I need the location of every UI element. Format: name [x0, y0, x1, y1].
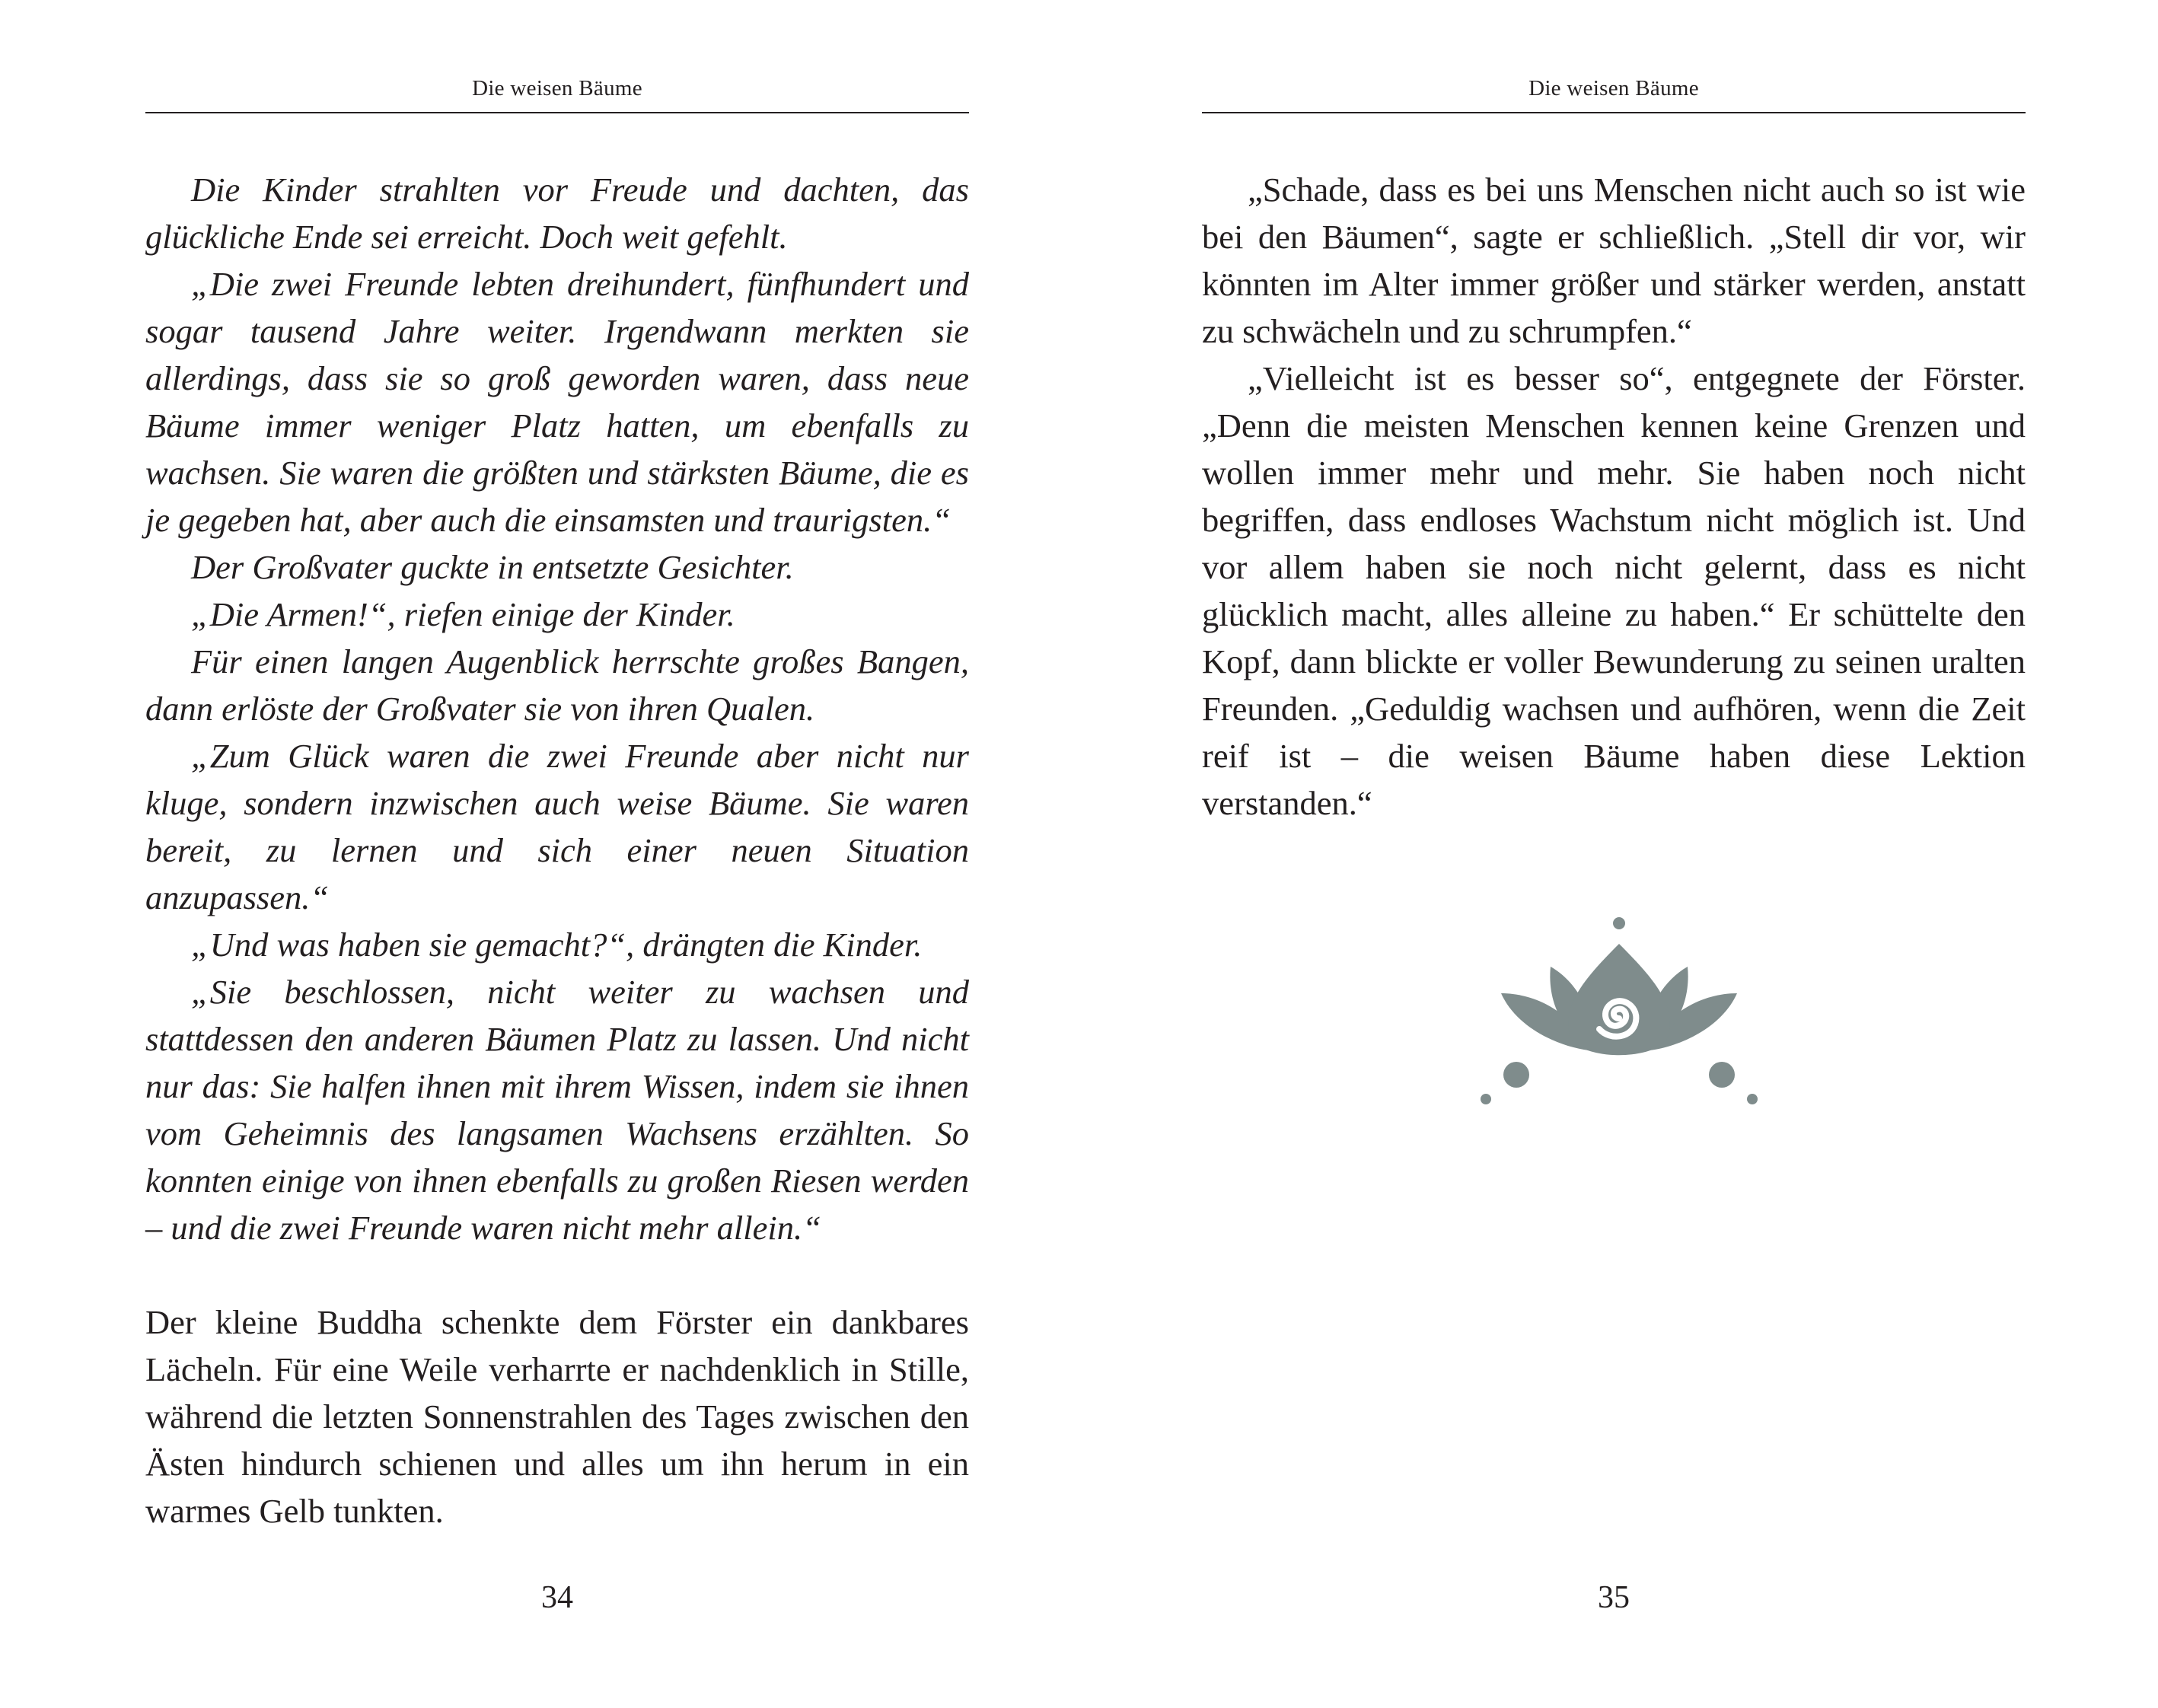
- closing-paragraph: Der kleine Buddha schenkte dem Förster ein dankbares Lächeln. Für eine Weile verharrte er nachdenklich in Stille, während die letzten Sonnenstrahlen des Tages zwischen den Ästen hindurch schienen und alles um ihn herum in ein warmes Gelb tunkten.: [145, 1303, 969, 1530]
- paragraph: Für einen langen Augenblick herrschte großes Bangen, dann erlöste der Großvater sie von ihren Qualen.: [145, 642, 969, 728]
- header-rule: [145, 112, 969, 113]
- paragraph: „Schade, dass es bei uns Menschen nicht auch so ist wie bei den Bäumen“, sagte er schließlich. „Stell dir vor, wir könnten im Alter immer größer und stärker werden, anstatt zu schwächeln und zu schrumpfen.“: [1202, 170, 2026, 350]
- ornament-dot: [1709, 1062, 1735, 1088]
- ornament-dot: [1503, 1062, 1529, 1088]
- running-head: Die weisen Bäume: [1528, 76, 1699, 100]
- paragraph: „Und was haben sie gemacht?“, drängten die Kinder.: [191, 926, 923, 964]
- body-text: [145, 166, 969, 1534]
- paragraph: „Die zwei Freunde lebten dreihundert, fünfhundert und sogar tausend Jahre weiter. Irgendwann merkten sie allerdings, dass sie so groß geworden waren, dass neue Bäume immer weniger Platz hatten, um ebenfalls zu wachsen. Sie waren die größten und stärksten Bäume, die es je gegeben hat, aber auch die einsamsten und traurigsten.“: [145, 265, 969, 539]
- paragraph: „Sie beschlossen, nicht weiter zu wachsen und stattdessen den anderen Bäumen Platz zu lassen. Und nicht nur das: Sie halfen ihnen mit ihrem Wissen, indem sie ihnen vom Geheimnis des langsamen Wachsens erzählten. So konnten einige von ihnen ebenfalls zu großen Riesen werden – und die zwei Freunde waren nicht mehr allein.“: [145, 973, 969, 1247]
- page-number: 35: [1598, 1580, 1630, 1615]
- ornament-dot: [1747, 1094, 1758, 1104]
- running-head: Die weisen Bäume: [472, 76, 642, 100]
- paragraph: „Zum Glück waren die zwei Freunde aber nicht nur kluge, sondern inzwischen auch weise Bäume. Sie waren bereit, zu lernen und sich einer neuen Situation anzupassen.“: [145, 737, 969, 916]
- body-text: [1202, 166, 2026, 827]
- italic-story-section: [145, 166, 969, 1251]
- paragraph: Die Kinder strahlten vor Freude und dachten, das glückliche Ende sei erreicht. Doch weit gefehlt.: [145, 170, 969, 256]
- paragraph: „Vielleicht ist es besser so“, entgegnete der Förster. „Denn die meisten Menschen kennen keine Grenzen und wollen immer mehr und mehr. Sie haben noch nicht begriffen, dass endloses Wachstum nicht möglich ist. Und vor allem haben sie noch nicht gelernt, dass es nicht glücklich macht, alles alleine zu haben.“ Er schüttelte den Kopf, dann blickte er voller Bewunderung zu seinen uralten Freunden. „Geduldig wachsen und aufhören, wenn die Zeit reif ist – die weisen Bäume haben diese Lektion verstanden.“: [1202, 359, 2026, 822]
- page-number: 34: [541, 1580, 573, 1615]
- ornament-dot: [1613, 917, 1625, 929]
- section-break: [145, 1251, 969, 1299]
- paragraph: Der Großvater guckte in entsetzte Gesichter.: [191, 548, 794, 586]
- right-page: [1079, 0, 2157, 1708]
- paragraph: „Die Armen!“, riefen einige der Kinder.: [191, 595, 735, 633]
- header-rule: [1202, 112, 2026, 113]
- lotus-shape: [1481, 917, 1758, 1104]
- ornament-dot: [1481, 1094, 1491, 1104]
- lotus-icon: [1474, 913, 1764, 1119]
